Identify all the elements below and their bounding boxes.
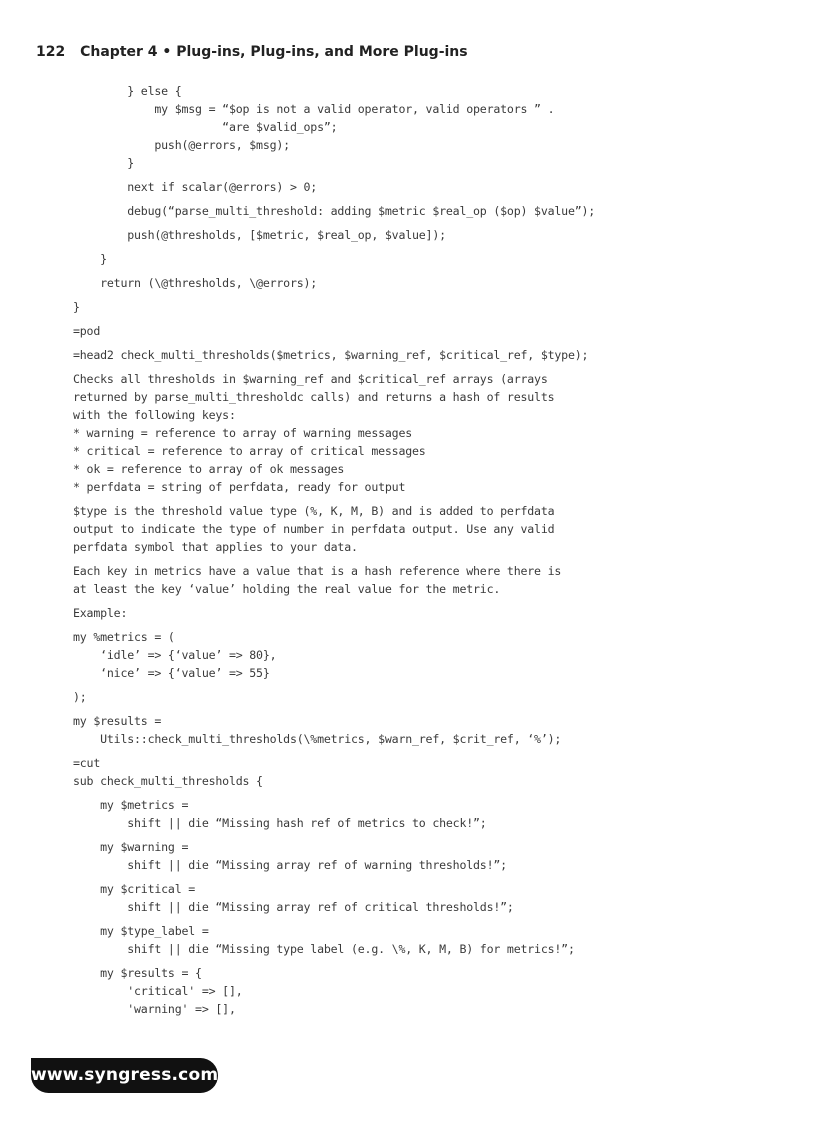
page-header: [36, 44, 468, 60]
code-line: with the following keys:: [73, 408, 236, 422]
code-line: return (\@thresholds, \@errors);: [73, 276, 318, 290]
code-line: * perfdata = string of perfdata, ready for output: [73, 480, 406, 494]
code-block: [73, 838, 773, 874]
code-block: [73, 178, 773, 196]
code-block: [73, 322, 773, 340]
code-line: * warning = reference to array of warning messages: [73, 426, 413, 440]
code-line: my $results =: [73, 714, 162, 728]
code-line: );: [73, 690, 87, 704]
code-line: * ok = reference to array of ok messages: [73, 462, 345, 476]
page-number: 122: [36, 44, 66, 60]
code-line: =head2 check_multi_thresholds($metrics, $warning_ref, $critical_ref, $type);: [73, 348, 589, 362]
code-line: my $results = {: [73, 966, 202, 980]
code-block: [73, 502, 773, 556]
code-line: push(@errors, $msg);: [73, 138, 290, 152]
code-line: Each key in metrics have a value that is a hash reference where there is: [73, 564, 562, 578]
code-line: * critical = reference to array of critical messages: [73, 444, 426, 458]
code-block: [73, 226, 773, 244]
code-line: debug(“parse_multi_threshold: adding $metric $real_op ($op) $value”);: [73, 204, 596, 218]
code-line: “are $valid_ops”;: [73, 120, 338, 134]
code-line: output to indicate the type of number in perfdata output. Use any valid: [73, 522, 555, 536]
code-block: [73, 274, 773, 292]
code-line: sub check_multi_thresholds {: [73, 774, 263, 788]
code-block: [73, 562, 773, 598]
code-block: [73, 202, 773, 220]
code-line: shift || die “Missing type label (e.g. \%, K, M, B) for metrics!”;: [73, 942, 575, 956]
code-block: [73, 964, 773, 1018]
chapter-title: Chapter 4 • Plug-ins, Plug-ins, and More Plug-ins: [80, 44, 468, 60]
code-block: [73, 346, 773, 364]
code-line: shift || die “Missing array ref of warning thresholds!”;: [73, 858, 507, 872]
code-line: at least the key ‘value’ holding the real value for the metric.: [73, 582, 501, 596]
code-line: ‘nice’ => {‘value’ => 55}: [73, 666, 270, 680]
code-block: [73, 880, 773, 916]
website-badge: www.syngress.com: [31, 1058, 218, 1093]
code-line: shift || die “Missing hash ref of metrics to check!”;: [73, 816, 487, 830]
code-line: Utils::check_multi_thresholds(\%metrics, $warn_ref, $crit_ref, ‘%’);: [73, 732, 562, 746]
code-line: } else {: [73, 84, 182, 98]
code-line: }: [73, 252, 107, 266]
code-line: Example:: [73, 606, 128, 620]
code-line: Checks all thresholds in $warning_ref and $critical_ref arrays (arrays: [73, 372, 548, 386]
code-line: next if scalar(@errors) > 0;: [73, 180, 318, 194]
code-line: 'warning' => [],: [73, 1002, 236, 1016]
code-line: returned by parse_multi_thresholdc calls) and returns a hash of results: [73, 390, 555, 404]
code-block: [73, 712, 773, 748]
code-block: [73, 796, 773, 832]
code-block: [73, 298, 773, 316]
code-block: [73, 628, 773, 682]
code-block: [73, 922, 773, 958]
code-line: push(@thresholds, [$metric, $real_op, $value]);: [73, 228, 446, 242]
code-line: my $warning =: [73, 840, 189, 854]
code-line: perfdata symbol that applies to your data.: [73, 540, 358, 554]
code-block: [73, 688, 773, 706]
code-block: [73, 250, 773, 268]
code-line: shift || die “Missing array ref of critical thresholds!”;: [73, 900, 514, 914]
code-line: ‘idle’ => {‘value’ => 80},: [73, 648, 277, 662]
code-block: [73, 604, 773, 622]
code-block: [73, 754, 773, 790]
code-block: [73, 370, 773, 496]
code-line: my $type_label =: [73, 924, 209, 938]
code-line: my %metrics = (: [73, 630, 175, 644]
code-line: 'critical' => [],: [73, 984, 243, 998]
code-line: my $msg = “$op is not a valid operator, valid operators ” .: [73, 102, 555, 116]
code-line: =pod: [73, 324, 101, 338]
code-line: }: [73, 156, 135, 170]
code-line: =cut: [73, 756, 101, 770]
code-line: }: [73, 300, 80, 314]
code-block: [73, 82, 773, 172]
code-line: my $metrics =: [73, 798, 189, 812]
code-listing: [73, 82, 773, 1024]
code-line: my $critical =: [73, 882, 196, 896]
code-line: $type is the threshold value type (%, K, M, B) and is added to perfdata: [73, 504, 555, 518]
